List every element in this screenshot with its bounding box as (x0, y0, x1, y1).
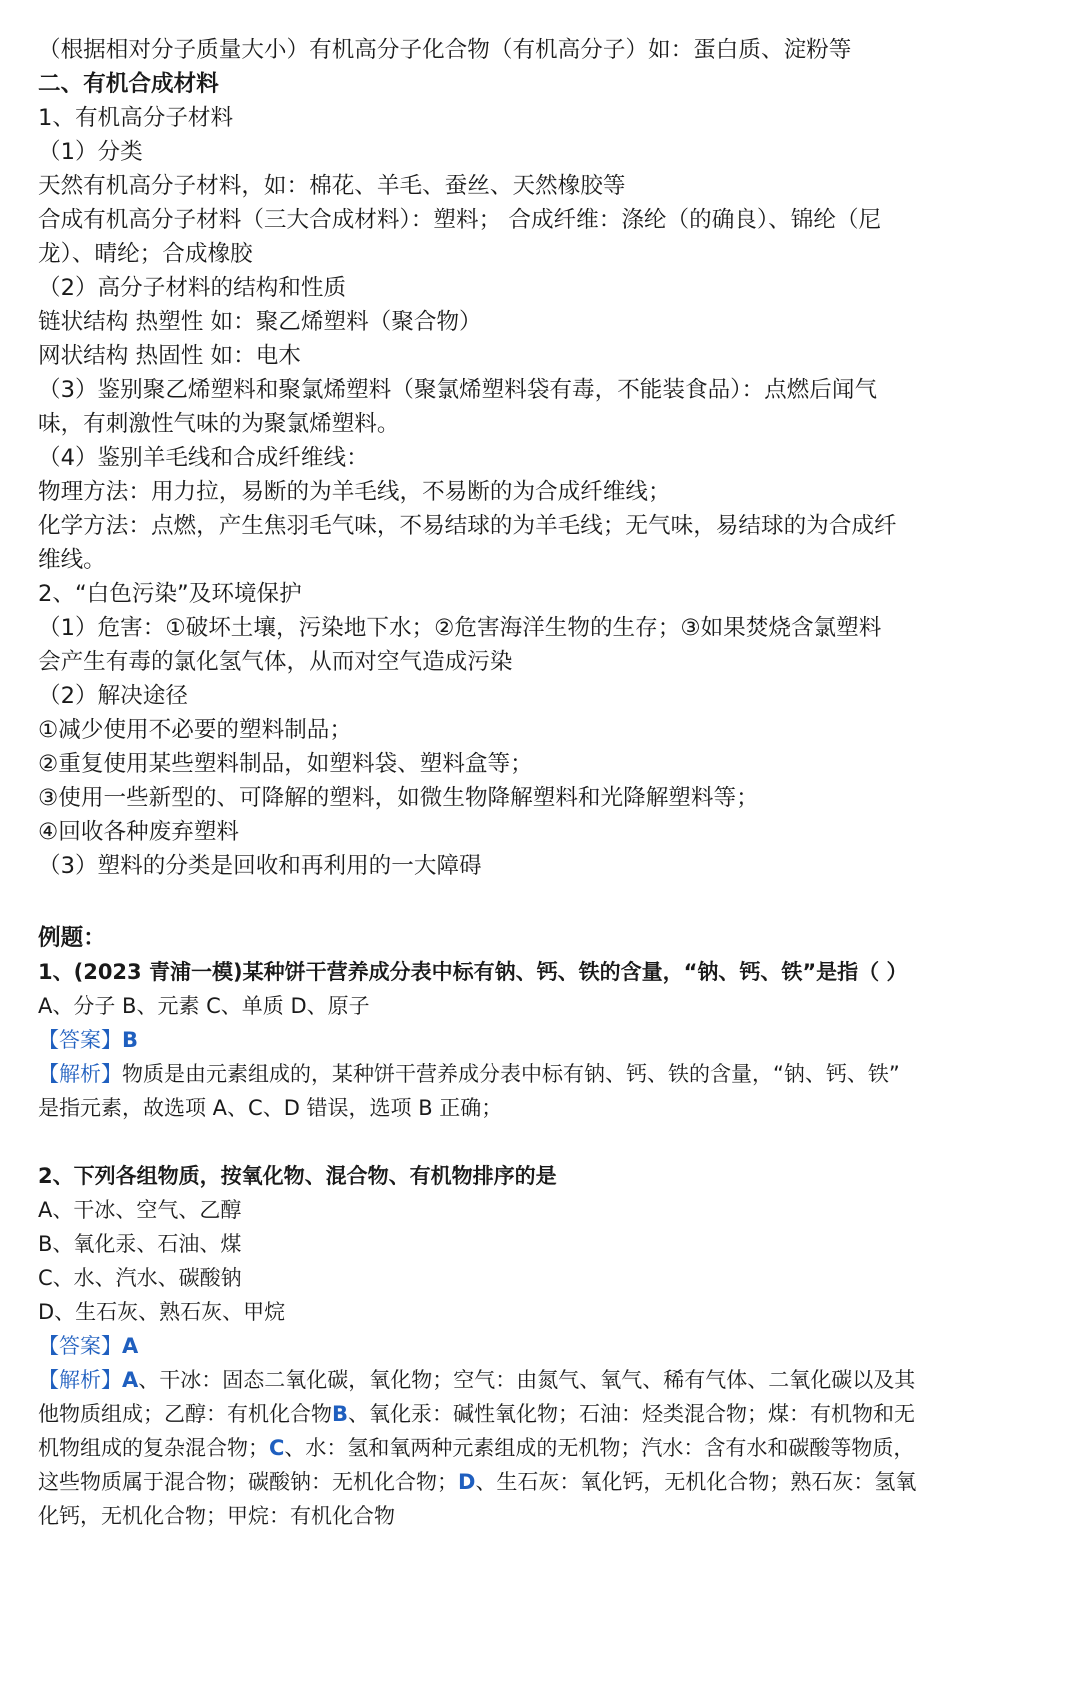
text-line: 会产生有毒的氯化氢气体，从而对空气造成污染 (38, 649, 513, 675)
text-line: （3）塑料的分类是回收和再利用的一大障碍 (38, 853, 482, 879)
analysis-mark-b: B (332, 1402, 349, 1426)
text-line: ①减少使用不必要的塑料制品； (38, 717, 352, 743)
question-2-option-c: C、水、汽水、碳酸钠 (38, 1266, 242, 1290)
question-2-option-b: B、氧化汞、石油、煤 (38, 1232, 242, 1256)
analysis-text: 、干冰：固态二氧化碳，氧化物；空气：由氮气、氧气、稀有气体、二氧化碳以及其 (138, 1368, 916, 1392)
text-line: 维线。 (38, 547, 106, 573)
answer-label: 【答案】 (38, 1334, 122, 1358)
question-1-analysis-cont: 是指元素，故选项 A、C、D 错误，选项 B 正确； (38, 1096, 503, 1120)
analysis-label: 【解析】 (38, 1062, 122, 1086)
text-line: ②重复使用某些塑料制品，如塑料袋、塑料盒等； (38, 751, 533, 777)
text-line: 化学方法：点燃，产生焦羽毛气味，不易结球的为羊毛线；无气味，易结球的为合成纤 (38, 513, 897, 539)
analysis-text: 、水：氢和氧两种元素组成的无机物；汽水：含有水和碳酸等物质， (284, 1436, 915, 1460)
analysis-mark-c: C (269, 1436, 285, 1460)
analysis-text: 他物质组成；乙醇：有机化合物 (38, 1402, 332, 1426)
question-2-analysis-cont: 化钙，无机化合物；甲烷：有机化合物 (38, 1504, 395, 1528)
text-line: ④回收各种废弃塑料 (38, 819, 240, 845)
text-line: 合成有机高分子材料（三大合成材料）：塑料； 合成纤维：涤纶（的确良）、锦纶（尼 (38, 207, 882, 233)
analysis-text: 、氧化汞：碱性氧化物；石油：烃类混合物；煤：有机物和无 (348, 1402, 916, 1426)
question-1-answer (38, 1022, 138, 1058)
section-heading: 二、有机合成材料 (38, 71, 219, 97)
answer-value: A (122, 1334, 139, 1358)
text-line: （根据相对分子质量大小）有机高分子化合物（有机高分子）如：蛋白质、淀粉等 (38, 37, 852, 63)
analysis-text: 、生石灰：氧化钙，无机化合物；熟石灰：氢氧 (475, 1470, 917, 1494)
subsection-heading: 1、有机高分子材料 (38, 105, 234, 131)
question-2-analysis-cont (38, 1464, 916, 1500)
text-line: （2）解决途径 (38, 683, 188, 709)
question-2-option-a: A、干冰、空气、乙醇 (38, 1198, 242, 1222)
text-line: 味，有刺激性气味的为聚氯烯塑料。 (38, 411, 400, 437)
text-line: （4）鉴别羊毛线和合成纤维线： (38, 445, 369, 471)
answer-value: B (122, 1028, 139, 1052)
text-line: 天然有机高分子材料，如：棉花、羊毛、蚕丝、天然橡胶等 (38, 173, 626, 199)
text-line: （1）分类 (38, 139, 143, 165)
analysis-text: 物质是由元素组成的，某种饼干营养成分表中标有钠、钙、铁的含量，“钠、钙、铁” (122, 1062, 900, 1086)
text-line: 网状结构 热固性 如：电木 (38, 343, 301, 369)
analysis-text: 这些物质属于混合物；碳酸钠：无机化合物； (38, 1470, 458, 1494)
examples-heading: 例题： (38, 925, 106, 951)
question-1-analysis (38, 1056, 900, 1092)
text-line: （2）高分子材料的结构和性质 (38, 275, 347, 301)
question-2-analysis-cont (38, 1430, 914, 1466)
question-2-analysis-cont (38, 1396, 915, 1432)
answer-label: 【答案】 (38, 1028, 122, 1052)
text-line: 链状结构 热塑性 如：聚乙烯塑料（聚合物） (38, 309, 482, 335)
question-2-answer (38, 1328, 138, 1364)
text-line: （3）鉴别聚乙烯塑料和聚氯烯塑料（聚氯烯塑料袋有毒，不能装食品）：点燃后闻气 (38, 377, 878, 403)
analysis-text: 机物组成的复杂混合物； (38, 1436, 269, 1460)
text-line: 物理方法：用力拉，易断的为羊毛线，不易断的为合成纤维线； (38, 479, 671, 505)
subsection-heading: 2、“白色污染”及环境保护 (38, 581, 302, 607)
question-2-option-d: D、生石灰、熟石灰、甲烷 (38, 1300, 286, 1324)
question-1-options: A、分子 B、元素 C、单质 D、原子 (38, 994, 370, 1018)
analysis-mark-a: A (122, 1368, 139, 1392)
question-2-analysis (38, 1362, 915, 1398)
question-2: 2、下列各组物质，按氧化物、混合物、有机物排序的是 (38, 1164, 557, 1188)
analysis-mark-d: D (458, 1470, 476, 1494)
text-line: ③使用一些新型的、可降解的塑料，如微生物降解塑料和光降解塑料等； (38, 785, 759, 811)
analysis-label: 【解析】 (38, 1368, 122, 1392)
text-line: 龙）、晴纶；合成橡胶 (38, 241, 253, 267)
question-1: 1、(2023 青浦一模)某种饼干营养成分表中标有钠、钙、铁的含量，“钠、钙、铁”是指（ ） (38, 960, 908, 984)
text-line: （1）危害：①破坏土壤，污染地下水；②危害海洋生物的生存；③如果焚烧含氯塑料 (38, 615, 882, 641)
